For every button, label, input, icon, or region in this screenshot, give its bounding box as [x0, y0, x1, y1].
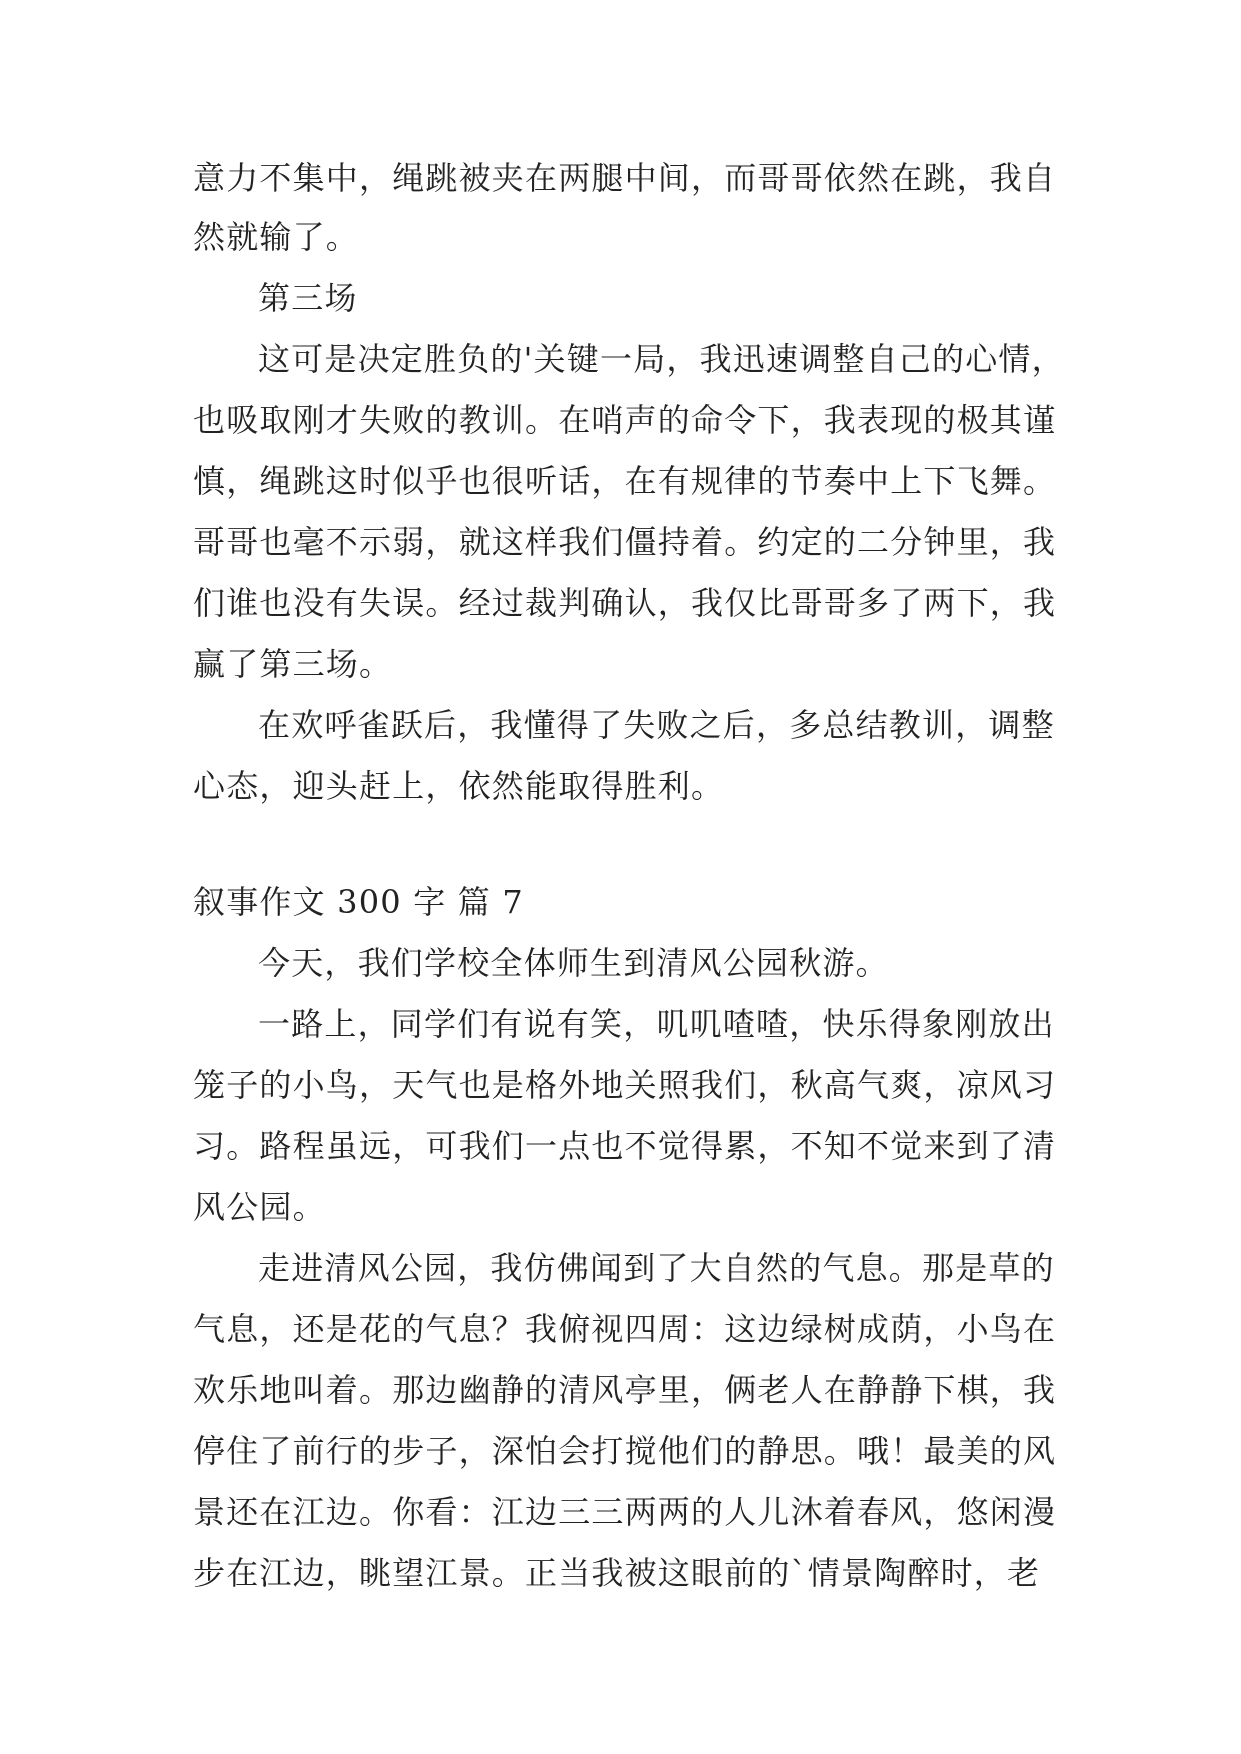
paragraph-line: 心态，迎头赶上，依然能取得胜利。 [193, 767, 725, 805]
paragraph-line: 步在江边，眺望江景。正当我被这眼前的`情景陶醉时，老 [193, 1554, 1041, 1592]
section-heading: 第三场 [258, 279, 358, 317]
article-title: 叙事作文 300 字 篇 7 [193, 883, 524, 921]
paragraph-line: 走进清风公园，我仿佛闻到了大自然的气息。那是草的 [258, 1249, 1055, 1287]
paragraph-line: 这可是决定胜负的'关键一局，我迅速调整自己的心情， [258, 340, 1065, 378]
paragraph-line: 气息，还是花的气息？我俯视四周：这边绿树成荫，小鸟在 [193, 1310, 1057, 1348]
paragraph-line: 慎，绳跳这时似乎也很听话，在有规律的节奏中上下飞舞。 [193, 462, 1057, 500]
paragraph-line: 停住了前行的步子，深怕会打搅他们的静思。哦！最美的风 [193, 1432, 1057, 1470]
paragraph-line: 欢乐地叫着。那边幽静的清风亭里，俩老人在静静下棋，我 [193, 1371, 1057, 1409]
paragraph-line: 今天，我们学校全体师生到清风公园秋游。 [258, 944, 889, 982]
paragraph-line: 意力不集中，绳跳被夹在两腿中间，而哥哥依然在跳，我自 [193, 159, 1057, 197]
paragraph-line: 哥哥也毫不示弱，就这样我们僵持着。约定的二分钟里，我 [193, 523, 1057, 561]
paragraph-line: 习。路程虽远，可我们一点也不觉得累，不知不觉来到了清 [193, 1127, 1057, 1165]
paragraph-line: 一路上，同学们有说有笑，叽叽喳喳，快乐得象刚放出 [258, 1005, 1055, 1043]
paragraph-line: 在欢呼雀跃后，我懂得了失败之后，多总结教训，调整 [258, 706, 1055, 744]
paragraph-line: 笼子的小鸟，天气也是格外地关照我们，秋高气爽，凉风习 [193, 1066, 1057, 1104]
paragraph-line: 们谁也没有失误。经过裁判确认，我仅比哥哥多了两下，我 [193, 584, 1057, 622]
paragraph-line: 风公园。 [193, 1188, 326, 1226]
paragraph-line: 赢了第三场。 [193, 645, 393, 683]
paragraph-line: 景还在江边。你看：江边三三两两的人儿沐着春风，悠闲漫 [193, 1493, 1057, 1531]
paragraph-line: 也吸取刚才失败的教训。在哨声的命令下，我表现的极其谨 [193, 401, 1057, 439]
paragraph-line: 然就输了。 [193, 218, 360, 256]
